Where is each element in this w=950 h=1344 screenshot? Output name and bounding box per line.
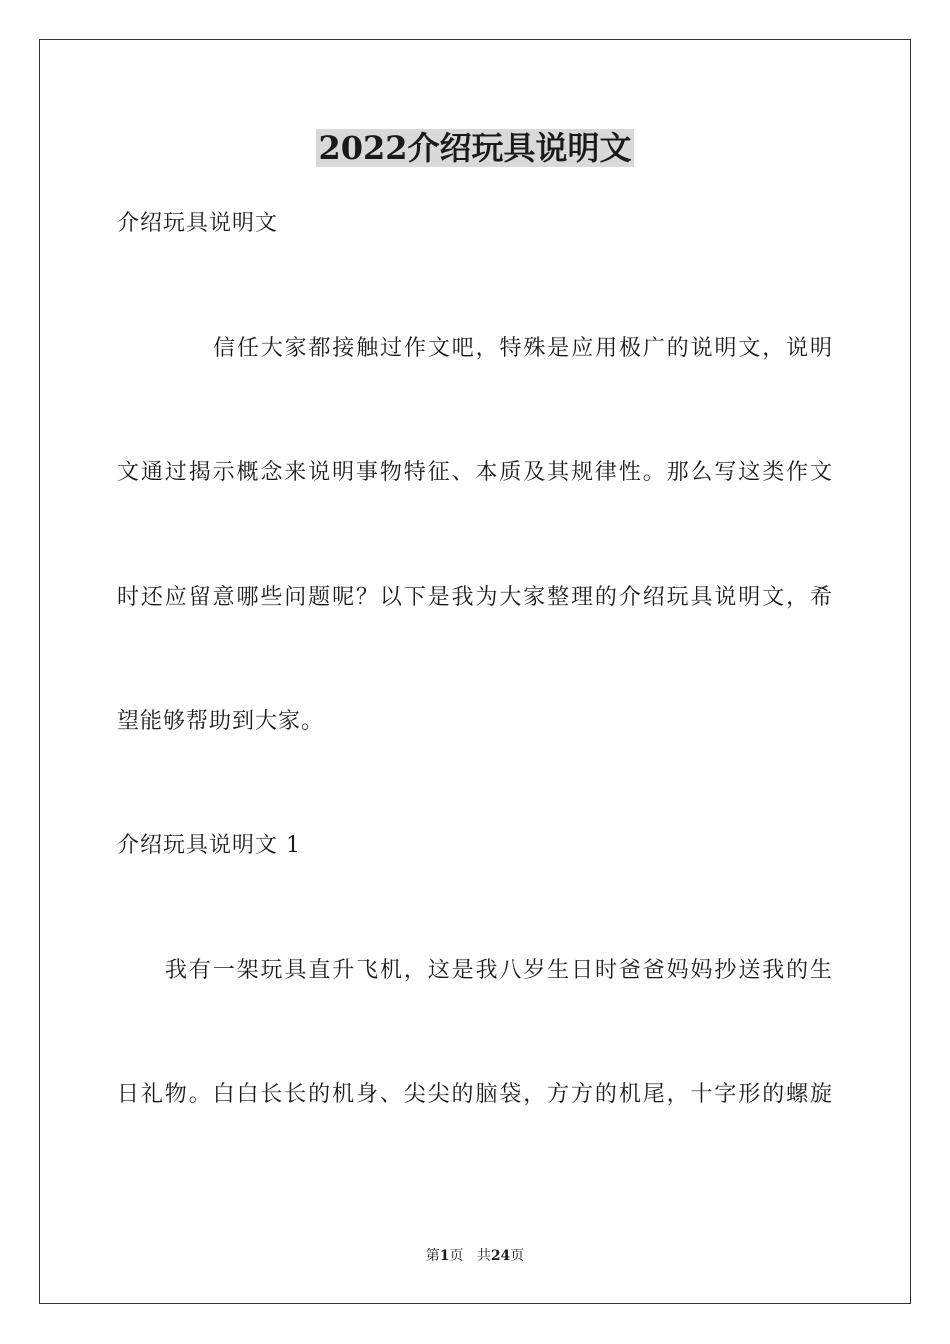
document-subtitle: 介绍玩具说明文 xyxy=(117,211,279,236)
section-line: 日礼物。白白长长的机身、尖尖的脑袋，方方的机尾，十字形的螺旋 xyxy=(117,1082,833,1107)
intro-line: 望能够帮助到大家。 xyxy=(117,709,325,734)
intro-line: 时还应留意哪些问题呢？以下是我为大家整理的介绍玩具说明文，希 xyxy=(117,585,833,610)
section-line: 我有一架玩具直升飞机，这是我八岁生日时爸爸妈妈抄送我的生 xyxy=(165,958,833,983)
footer-total-suffix: 页 xyxy=(510,1248,525,1264)
intro-line: 信任大家都接触过作文吧，特殊是应用极广的说明文，说明 xyxy=(213,336,833,361)
footer-page-prefix: 第 xyxy=(425,1248,440,1264)
document-title xyxy=(0,126,950,170)
section-heading: 介绍玩具说明文 1 xyxy=(117,833,301,858)
document-title-text: 2022介绍玩具说明文 xyxy=(318,129,632,167)
footer-page-number: 1 xyxy=(439,1248,450,1264)
footer-total-pages: 24 xyxy=(490,1248,511,1264)
page-footer xyxy=(0,1246,950,1266)
footer-total-prefix: 共 xyxy=(476,1248,491,1264)
footer-page-suffix: 页 xyxy=(449,1248,464,1264)
intro-line: 文通过揭示概念来说明事物特征、本质及其规律性。那么写这类作文 xyxy=(117,460,833,485)
